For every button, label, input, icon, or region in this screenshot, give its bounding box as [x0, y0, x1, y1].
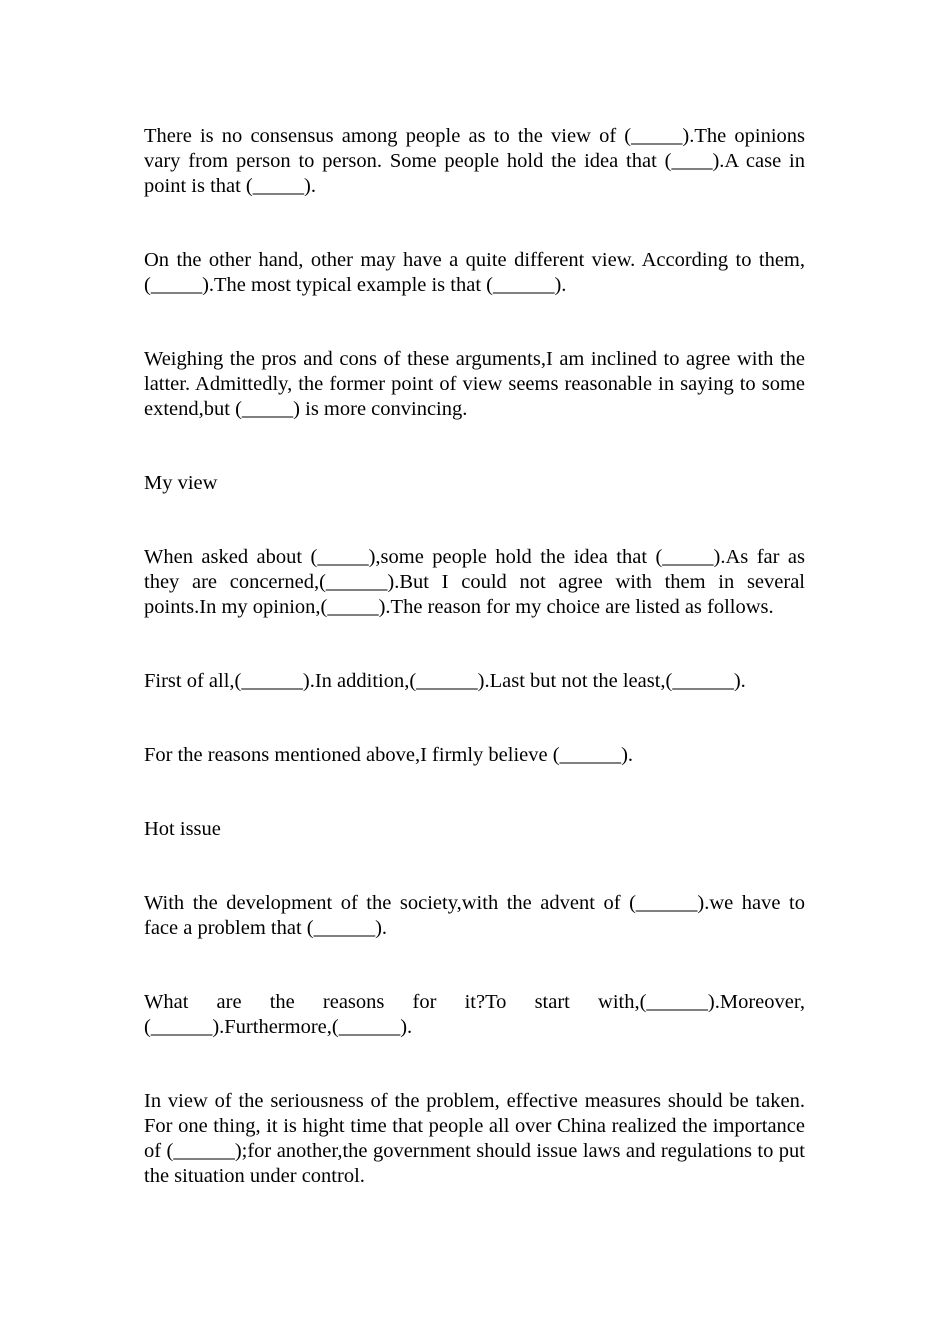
paragraph-spacer [144, 842, 805, 891]
paragraph-spacer [144, 1040, 805, 1089]
paragraph-spacer [144, 496, 805, 545]
paragraph-opinions-vary: There is no consensus among people as to the view of (_____).The opinions vary from person to person. Some people hold the idea that (____).A case in point is that (_____). [144, 125, 805, 197]
paragraph-spacer [144, 941, 805, 990]
paragraph-when-asked-about: When asked about (_____),some people hold the idea that (_____).As far as they are concerned,(______).But I could not agree with them in several points.In my opinion,(_____).The reason for my choice are listed as follows. [144, 546, 805, 618]
paragraph-spacer [144, 422, 805, 471]
section-heading-my-view: My view [144, 472, 218, 494]
paragraph-spacer [144, 298, 805, 347]
paragraph-development-of-society: With the development of the society,with the advent of (______).we have to face a problem that (______). [144, 892, 805, 939]
paragraph-reasons: What are the reasons for it?To start with,(______).Moreover, (______).Furthermore,(______). [144, 991, 805, 1038]
paragraph-first-of-all: First of all,(______).In addition,(______).Last but not the least,(______). [144, 670, 746, 692]
paragraph-weighing-pros-cons: Weighing the pros and cons of these arguments,I am inclined to agree with the latter. Admittedly, the former point of view seems reasonable in saying to some extend,but (_____) is more convincing. [144, 348, 805, 420]
paragraph-spacer [144, 620, 805, 669]
paragraph-other-view: On the other hand, other may have a quite different view. According to them,(_____).The most typical example is that (______). [144, 249, 805, 296]
paragraph-spacer [144, 694, 805, 743]
section-heading-hot-issue: Hot issue [144, 818, 221, 840]
paragraph-spacer [144, 199, 805, 248]
document-page [144, 124, 805, 1189]
paragraph-spacer [144, 768, 805, 817]
paragraph-effective-measures: In view of the seriousness of the problem, effective measures should be taken. For one thing, it is hight time that people all over China realized the importance of (______);for another,the government should issue laws and regulations to put the situation under control. [144, 1090, 805, 1187]
paragraph-firmly-believe: For the reasons mentioned above,I firmly believe (______). [144, 744, 634, 766]
